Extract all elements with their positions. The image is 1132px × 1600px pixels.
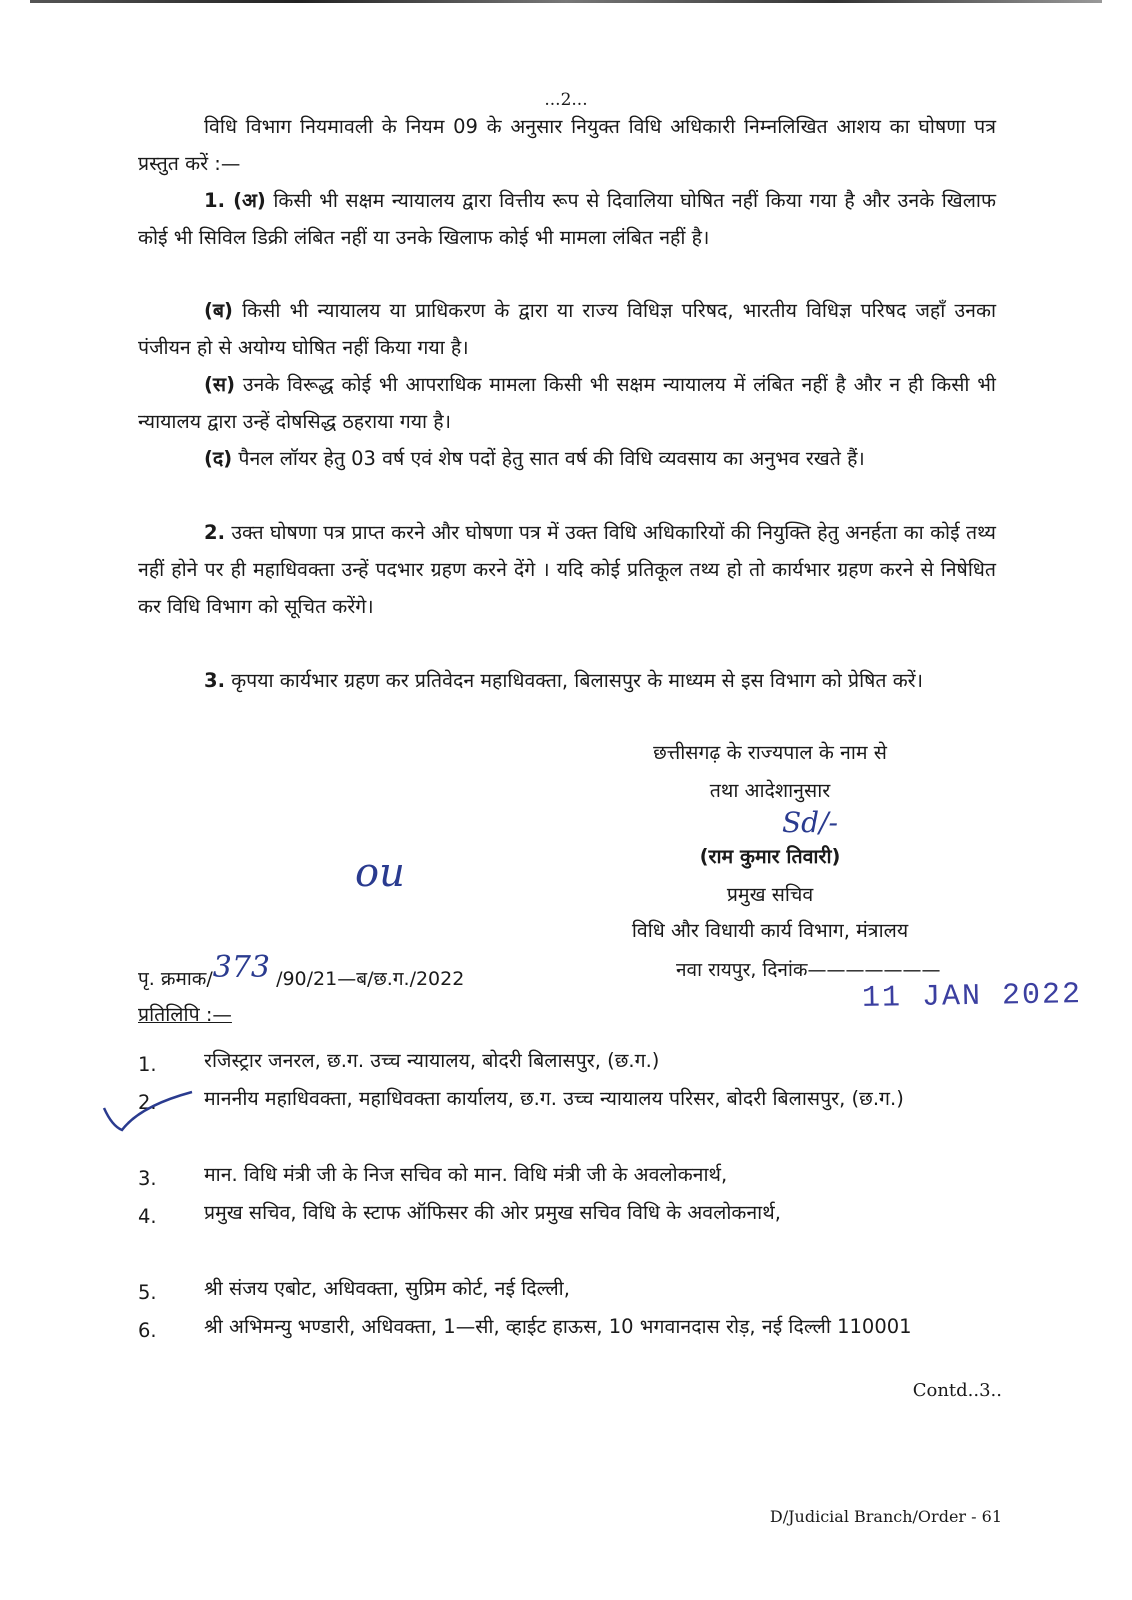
clause-1a <box>138 182 996 256</box>
signatory-name: (राम कुमार तिवारी) <box>699 845 841 868</box>
clause-label: (द) <box>204 447 233 470</box>
copy-item <box>138 1308 998 1345</box>
copy-item <box>138 1194 998 1231</box>
continued-note: Contd..3.. <box>912 1380 1002 1401</box>
clause-text: उक्त घोषणा पत्र प्राप्त करने और घोषणा पत्र में उक्त विधि अधिकारियों की नियुक्ति हेतु अनर्हता का कोई तथ्य नहीं होने पर ही महाधिवक्ता उन्हें पदभार ग्रहण करने देंगे । यदि कोई प्रतिकूल तथ्य हो तो कार्यभार ग्रहण करने से निषेधित कर विधि विभाग को सूचित करेंगे। <box>138 521 996 618</box>
clause-text: पैनल लॉयर हेतु 03 वर्ष एवं शेष पदों हेतु सात वर्ष की विधि व्यवसाय का अनुभव रखते हैं। <box>238 447 865 470</box>
copy-item <box>138 1270 998 1307</box>
copy-number: 1. <box>138 1053 157 1076</box>
copy-text: श्री अभिमन्यु भण्डारी, अधिवक्ता, 1—सी, व्हाईट हाऊस, 10 भगवानदास रोड़, नई दिल्ली 110001 <box>204 1315 912 1338</box>
handwritten-sd: Sd/- <box>782 806 838 839</box>
copy-number: 4. <box>138 1205 157 1228</box>
copy-item <box>138 1042 998 1079</box>
copy-text: माननीय महाधिवक्ता, महाधिवक्ता कार्यालय, छ.ग. उच्च न्यायालय परिसर, बोदरी बिलासपुर, (छ.ग.) <box>204 1087 904 1110</box>
checkmark-icon <box>100 1086 200 1136</box>
clause-label: 3. <box>204 669 225 692</box>
clause-text: उनके विरूद्ध कोई भी आपराधिक मामला किसी भी सक्षम न्यायालय में लंबित नहीं है और न ही किसी भी न्यायालय द्वारा उन्हें दोषसिद्ध ठहराया गया है। <box>138 373 996 433</box>
clause-text: किसी भी सक्षम न्यायालय द्वारा वित्तीय रूप से दिवालिया घोषित नहीं किया गया है और उनके खिलाफ कोई भी सिविल डिक्री लंबित नहीं या उनके खिलाफ कोई भी मामला लंबित नहीं है। <box>138 189 996 249</box>
copy-heading: प्रतिलिपि :— <box>138 1003 232 1026</box>
page-marker: ...2... <box>544 90 588 110</box>
handwritten-initials: ou <box>355 850 405 896</box>
clause-1c <box>138 366 996 440</box>
signature-line-1: छत्तीसगढ़ के राज्यपाल के नाम से <box>653 741 887 764</box>
place-date: नवा रायपुर, दिनांक——————— <box>676 959 941 981</box>
copy-text: मान. विधि मंत्री जी के निज सचिव को मान. विधि मंत्री जी के अवलोकनार्थ, <box>204 1163 728 1186</box>
date-stamp: 11 JAN 2022 <box>861 978 1083 1016</box>
signatory-department: विधि और विधायी कार्य विभाग, मंत्रालय <box>631 919 909 942</box>
signatory-designation: प्रमुख सचिव <box>726 883 814 906</box>
copy-item <box>138 1156 998 1193</box>
copy-number: 3. <box>138 1167 157 1190</box>
clause-label: (ब) <box>204 299 233 322</box>
clause-3 <box>138 662 996 699</box>
clause-text: कृपया कार्यभार ग्रहण कर प्रतिवेदन महाधिवक्ता, बिलासपुर के माध्यम से इस विभाग को प्रेषित करें। <box>231 669 924 692</box>
scan-edge <box>30 0 1102 3</box>
clause-1d <box>138 440 996 477</box>
copy-number: 6. <box>138 1319 157 1342</box>
copy-text: रजिस्ट्रार जनरल, छ.ग. उच्च न्यायालय, बोदरी बिलासपुर, (छ.ग.) <box>204 1049 660 1072</box>
clause-2 <box>138 514 996 625</box>
clause-1b <box>138 292 996 366</box>
copy-text: श्री संजय एबोट, अधिवक्ता, सुप्रिम कोर्ट, नई दिल्ली, <box>204 1277 570 1300</box>
signature-line-2: तथा आदेशानुसार <box>709 779 831 802</box>
reference-suffix: /90/21—ब/छ.ग./2022 <box>276 968 465 990</box>
copy-text: प्रमुख सचिव, विधि के स्टाफ ऑफिसर की ओर प्रमुख सचिव विधि के अवलोकनार्थ, <box>204 1201 781 1224</box>
copy-number: 5. <box>138 1281 157 1304</box>
footer-reference: D/Judicial Branch/Order - 61 <box>769 1507 1002 1526</box>
intro-paragraph: विधि विभाग नियमावली के नियम 09 के अनुसार नियुक्त विधि अधिकारी निम्नलिखित आशय का घोषणा पत्र प्रस्तुत करें :— <box>138 115 996 175</box>
copy-item <box>138 1080 998 1117</box>
reference-handwritten-number: 373 <box>212 950 271 985</box>
clause-label: (स) <box>204 373 236 396</box>
reference-number <box>138 950 465 993</box>
copy-number: 2. <box>138 1091 157 1114</box>
clause-label: 2. <box>204 521 225 544</box>
clause-text: किसी भी न्यायालय या प्राधिकरण के द्वारा या राज्य विधिज्ञ परिषद, भारतीय विधिज्ञ परिषद जहाँ उनका पंजीयन हो से अयोग्य घोषित नहीं किया गया है। <box>138 299 997 359</box>
reference-prefix: पृ. क्रमाक/ <box>138 968 213 990</box>
clause-label: 1. (अ) <box>204 189 266 212</box>
